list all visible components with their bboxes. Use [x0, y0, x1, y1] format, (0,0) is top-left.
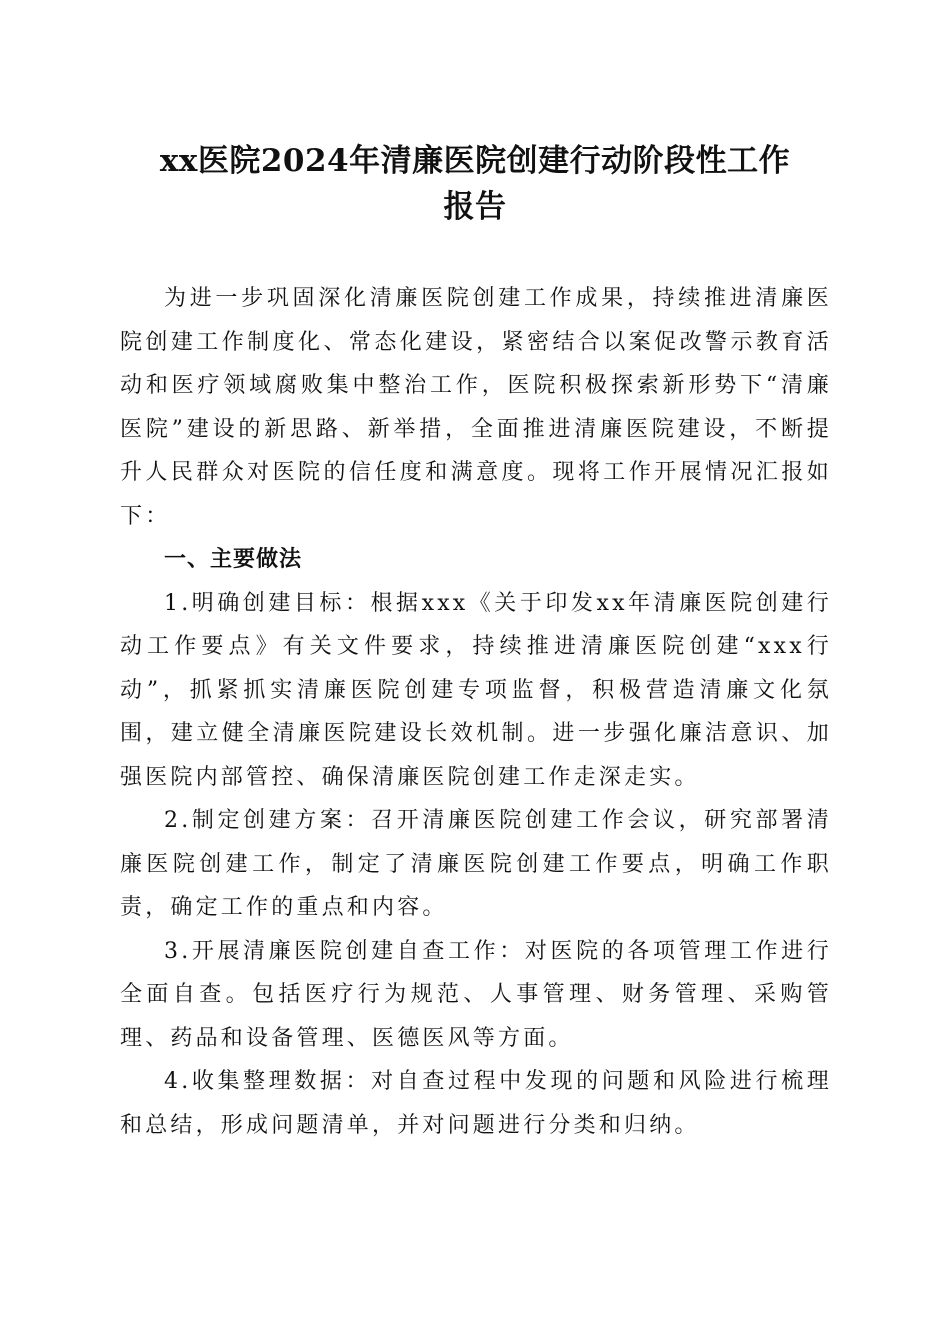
section-heading-main-practices: 一、主要做法: [164, 547, 303, 572]
title-line-1: xx医院2024年清廉医院创建行动阶段性工作: [159, 143, 791, 179]
title-line-2: 报告: [443, 189, 507, 225]
item-paragraph-3: 3.开展清廉医院创建自查工作：对医院的各项管理工作进行全面自查。包括医疗行为规范、人事管理、财务管理、采购管理、药品和设备管理、医德医风等方面。: [120, 938, 832, 1051]
item-paragraph-2: 2.制定创建方案：召开清廉医院创建工作会议，研究部署清廉医院创建工作，制定了清廉医院创建工作要点，明确工作职责，确定工作的重点和内容。: [120, 808, 832, 920]
document-title: [100, 138, 850, 230]
document-body: [120, 277, 832, 1147]
item-paragraph-4: 4.收集整理数据：对自查过程中发现的问题和风险进行梳理和总结，形成问题清单，并对问题进行分类和归纳。: [120, 1069, 832, 1138]
item-paragraph-1: 1.明确创建目标：根据xxx《关于印发xx年清廉医院创建行动工作要点》有关文件要求，持续推进清廉医院创建“xxx行动”，抓紧抓实清廉医院创建专项监督，积极营造清廉文化氛围，建立健全清廉医院建设长效机制。进一步强化廉洁意识、加强医院内部管控、确保清廉医院创建工作走深走实。: [120, 590, 832, 790]
intro-paragraph: 为进一步巩固深化清廉医院创建工作成果，持续推进清廉医院创建工作制度化、常态化建设，紧密结合以案促改警示教育活动和医疗领域腐败集中整治工作，医院积极探索新形势下“清廉医院”建设的新思路、新举措，全面推进清廉医院建设，不断提升人民群众对医院的信任度和满意度。现将工作开展情况汇报如下：: [120, 286, 832, 529]
